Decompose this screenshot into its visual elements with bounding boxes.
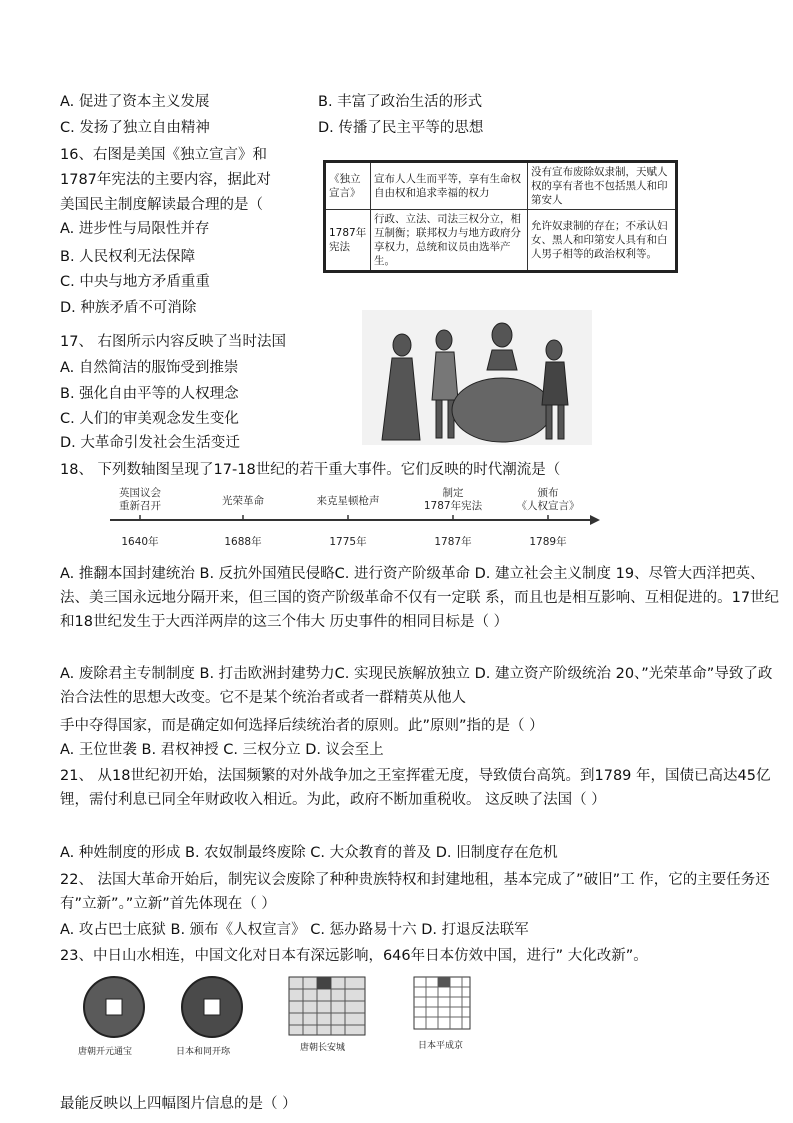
table-cell: 1787年宪法 [325, 210, 371, 272]
timeline-event-label: 制定 [442, 487, 464, 499]
q16-option-b: B. 人民权利无法保障 [60, 249, 196, 265]
timeline-event-label: 1787年宪法 [423, 500, 483, 512]
q23-stem: 23、中日山水相连，中国文化对日本有深远影响，646年日本仿效中国，进行” 大化改新”。 [60, 948, 648, 964]
q22-stem: 22、 法国大革命开始后，制宪议会废除了种种贵族特权和封建地租，基本完成了”破旧”工 作，它的主要任务还有”立新”。”立新”首先体现在（ ） [60, 872, 770, 912]
constitution-comparison-table [323, 160, 678, 273]
q23-ask: 最能反映以上四幅图片信息的是（ ） [60, 1096, 297, 1112]
q16-stem-line3: 美国民主制度解读最合理的是（ [60, 197, 263, 213]
q18-options-q19-stem: A. 推翻本国封建统治 B. 反抗外国殖民侵略C. 进行资产阶级革命 D. 建立社会主义制度 19、尽管大西洋把英、法、美三国永远地分隔开来，但三国的资产阶级革命不仅有一定联 系，而且也是相互影响、互相促进的。17世纪和18世纪发生于大西洋两岸的这三个伟大 历史事件的相同目标是（ ） [60, 566, 780, 630]
table-cell: 允许奴隶制的存在；不承认妇女、黑人和印第安人具有和白人男子相等的政治权利等。 [528, 210, 677, 272]
q15-option-c: C. 发扬了独立自由精神 [60, 120, 210, 136]
q21-stem: 21、 从18世纪初开始，法国频繁的对外战争加之王室挥霍无度，导致债台高筑。到1789 年，国债已高达45亿锂，需付利息已同全年财政收入相近。为此，政府不断加重税收。 这反映了法国（ ） [60, 768, 771, 808]
timeline-event-label: 《人权宣言》 [516, 500, 580, 512]
timeline-arrow [590, 515, 600, 525]
table-cell: 宣布人人生而平等，享有生命权自由权和追求幸福的权力 [371, 162, 528, 210]
q22-options: A. 攻占巴士底狱 B. 颁布《人权宣言》 C. 惩办路易十六 D. 打退反法联军 [60, 922, 529, 938]
q16-option-c: C. 中央与地方矛盾重重 [60, 274, 210, 290]
french-fashion-illustration [362, 310, 592, 445]
table-cell: 行政、立法、司法三权分立，相互制衡；联邦权力与地方政府分享权力，总统和议员由选举产生。 [371, 210, 528, 272]
q17-option-a: A. 自然简洁的服饰受到推崇 [60, 360, 239, 376]
timeline-event-label: 光荣革命 [222, 495, 264, 507]
table-cell: 《独立宣言》 [325, 162, 371, 210]
timeline-year-label: 1640年 [121, 536, 159, 548]
q17-option-b: B. 强化自由平等的人权理念 [60, 386, 239, 402]
q17-option-d: D. 大革命引发社会生活变迁 [60, 435, 240, 451]
q15-option-d: D. 传播了民主平等的思想 [318, 120, 484, 136]
caption-kaiyuan: 唐朝开元通宝 [78, 1047, 133, 1057]
caption-changan: 唐朝长安城 [300, 1043, 346, 1053]
history-timeline [110, 482, 600, 554]
caption-heijokyo: 日本平成京 [418, 1041, 464, 1051]
q16-option-a: A. 进步性与局限性并存 [60, 221, 210, 237]
q20-stem-cont: 手中夺得国家，而是确定如何选择后续统治者的原则。此”原则”指的是（ ） [60, 718, 544, 734]
timeline-year-label: 1787年 [434, 536, 472, 548]
timeline-event-label: 英国议会 [119, 487, 161, 499]
timeline-event-label: 来克星顿枪声 [316, 495, 380, 507]
q16-option-d: D. 种族矛盾不可消除 [60, 300, 197, 316]
timeline-year-label: 1775年 [329, 536, 367, 548]
timeline-event-label: 颁布 [537, 487, 559, 499]
q21-options: A. 种姓制度的形成 B. 农奴制最终废除 C. 大众教育的普及 D. 旧制度存在危机 [60, 845, 558, 861]
q16-stem-line1: 16、右图是美国《独立宣言》和 [60, 147, 267, 163]
q15-option-b: B. 丰富了政治生活的形式 [318, 94, 483, 110]
caption-wado: 日本和同开珎 [176, 1047, 231, 1057]
q17-stem: 17、 右图所示内容反映了当时法国 [60, 334, 287, 350]
q17-option-c: C. 人们的审美观念发生变化 [60, 411, 239, 427]
q18-stem: 18、 下列数轴图呈现了17-18世纪的若干重大事件。它们反映的时代潮流是（ [60, 462, 561, 478]
q15-option-a: A. 促进了资本主义发展 [60, 94, 210, 110]
heijokyo-city-map [412, 975, 472, 1031]
timeline-year-label: 1789年 [529, 536, 567, 548]
timeline-year-label: 1688年 [224, 536, 262, 548]
q20-options: A. 王位世袭 B. 君权神授 C. 三权分立 D. 议会至上 [60, 742, 384, 758]
q16-stem-line2: 1787年宪法的主要内容，据此对 [60, 172, 271, 188]
q19-options-q20-stem: A. 废除君主专制制度 B. 打击欧洲封建势力C. 实现民族解放独立 D. 建立资产阶级统治 20、”光荣革命”导致了政治合法性的思想大改变。它不是某个统治者或者一群精英从他人 [60, 666, 773, 706]
table-cell: 没有宣布废除奴隶制，天赋人权的享有者也不包括黑人和印第安人 [528, 162, 677, 210]
changan-city-map [287, 975, 367, 1037]
timeline-event-label: 重新召开 [119, 500, 161, 512]
